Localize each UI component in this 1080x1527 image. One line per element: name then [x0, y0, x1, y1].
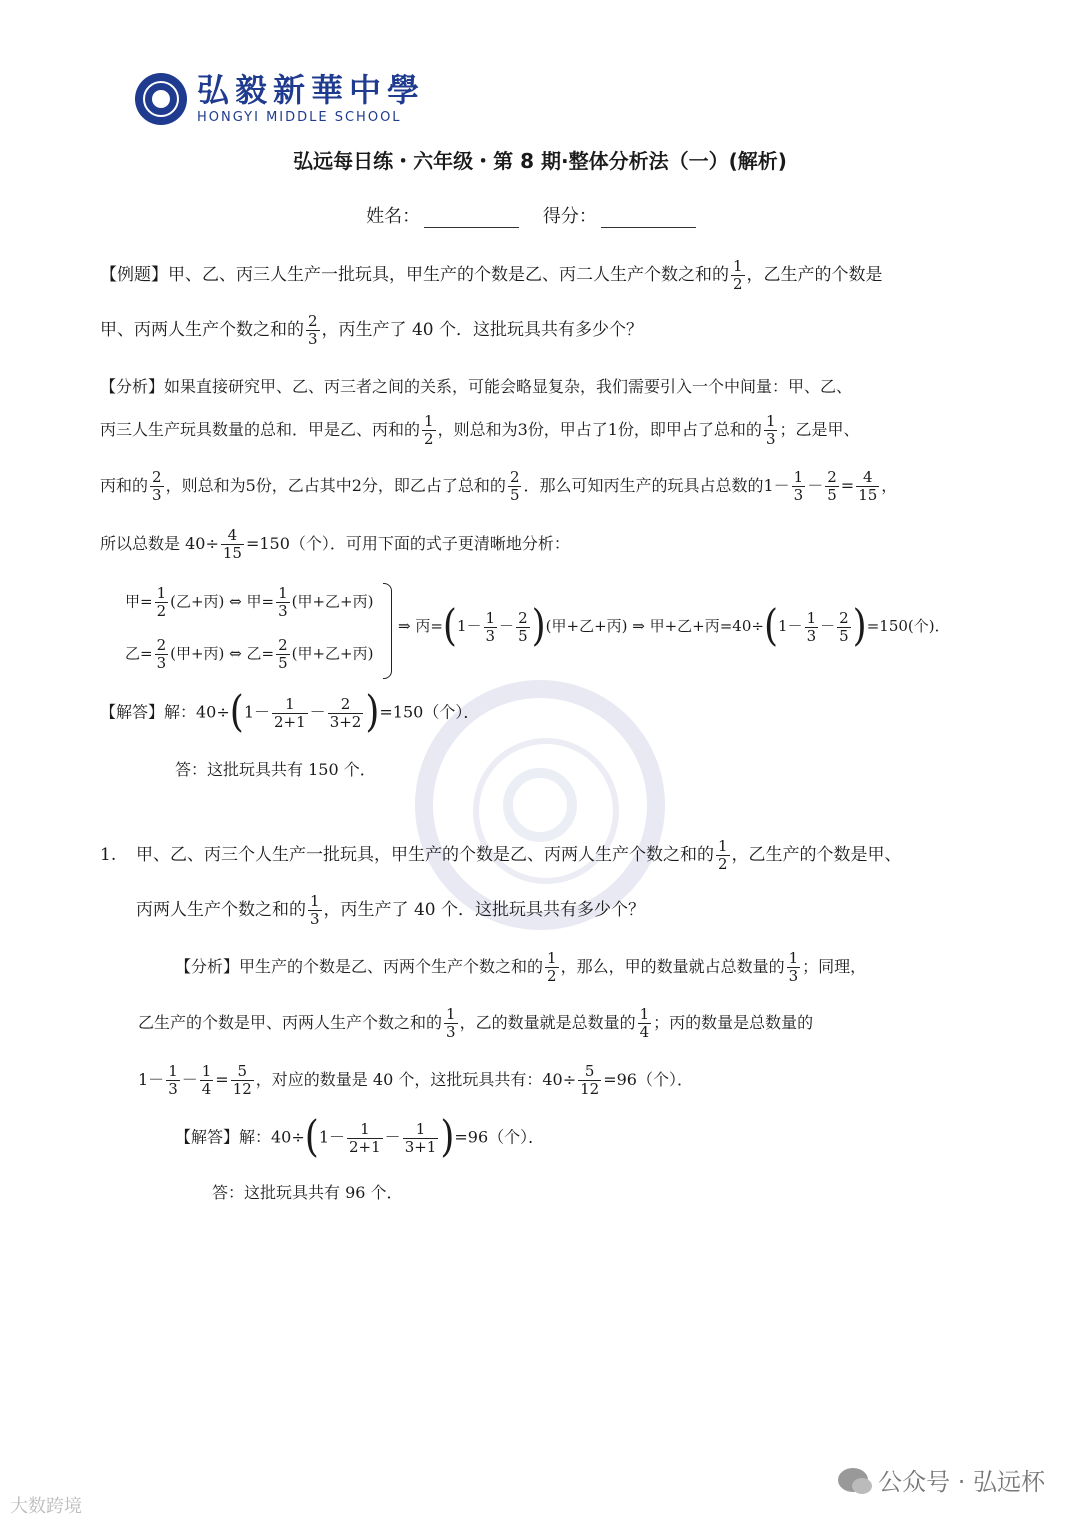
problem1-question-line2: 丙两人生产个数之和的 $\frac{1}{3}$ ，丙生产了 40 个．这批玩具共有多少个？ [136, 892, 645, 928]
wechat-account-label: 公众号 · 弘远杯 [878, 1468, 1045, 1496]
example-answer: 答：这批玩具共有 150 个． [175, 760, 376, 779]
page-title: 弘远每日练・六年级・第 8 期·整体分析法（一）(解析) [293, 149, 787, 173]
problem1-answer: 答：这批玩具共有 96 个． [212, 1183, 403, 1202]
right-brace [383, 583, 392, 679]
problem1-analysis-line3: 1－ $\frac{1}{3}$ － $\frac{1}{4}$ = $\frac{5}{12}$ ，对应的数量是 40 个，这批玩具共有：40÷ $\frac{5}{12}$ =96（个）． [138, 1062, 693, 1098]
score-label: 得分： [542, 206, 597, 227]
fraction: $\frac{1}{2}$ [733, 257, 743, 293]
school-name-cn: 弘毅新華中學 [197, 71, 426, 109]
name-label: 姓名： [366, 206, 421, 227]
wechat-icon [838, 1468, 868, 1492]
score-blank[interactable] [601, 209, 696, 228]
example-analysis-line4: 所以总数是 40÷ $\frac{4}{15}$ =150（个）．可用下面的式子更清晰地分析： [100, 526, 570, 562]
problem1-question-line1: 1. 甲、乙、丙三个人生产一批玩具，甲生产的个数是乙、丙两人生产个数之和的 $\frac{1}{2}$ ，乙生产的个数是甲、 [100, 837, 902, 873]
example-question-line2: 甲、丙两人生产个数之和的 $\frac{2}{3}$ ，丙生产了 40 个．这批玩具共有多少个？ [100, 312, 643, 348]
problem1-analysis-line2: 乙生产的个数是甲、丙两人生产个数之和的 $\frac{1}{3}$ ，乙的数量就是总数量的 $\frac{1}{4}$ ；丙的数量是总数量的 [138, 1005, 814, 1041]
school-seal-icon [135, 73, 187, 125]
formula-row1: 甲= $\frac{1}{2}$ (乙+丙) ⇔ 甲= $\frac{1}{3}$ (甲+乙+丙) [125, 584, 374, 620]
problem1-solution: 【解答】解：40÷(1－ $\frac{1}{2+1}$ － $\frac{1}{3+1}$ )=96（个）． [175, 1112, 545, 1162]
problem1-analysis-line1: 【分析】甲生产的个数是乙、丙两个生产个数之和的 $\frac{1}{2}$ ，那么，甲的数量就占总数量的 $\frac{1}{3}$ ；同理， [175, 949, 867, 985]
formula-conclusion: ⇒ 丙=(1－ $\frac{1}{3}$ － $\frac{2}{5}$ )(甲+乙+丙) ⇒ 甲+乙+丙=40÷(1－ $\frac{1}{3}$ － $\frac{2}{5}$ )=150(个)． [398, 601, 950, 651]
school-logo [135, 72, 425, 125]
example-solution: 【解答】解：40÷(1－ $\frac{1}{2+1}$ － $\frac{2}{3+2}$ )=150（个）． [100, 687, 480, 737]
footer-left-watermark: 大数跨境 [10, 1496, 82, 1517]
formula-row2: 乙= $\frac{2}{3}$ (甲+丙) ⇔ 乙= $\frac{2}{5}$ (甲+乙+丙) [125, 636, 374, 672]
school-name-en: HONGYI MIDDLE SCHOOL [197, 110, 402, 125]
name-blank[interactable] [424, 209, 519, 228]
footer-wechat-account [838, 1462, 1045, 1497]
example-analysis-line1: 【分析】如果直接研究甲、乙、丙三者之间的关系，可能会略显复杂，我们需要引入一个中间量：甲、乙、 [100, 377, 853, 396]
fraction: $\frac{2}{3}$ [308, 312, 318, 348]
example-analysis-line2: 丙三人生产玩具数量的总和．甲是乙、丙和的 $\frac{1}{2}$ ，则总和为3份，甲占了1份，即甲占了总和的 $\frac{1}{3}$ ；乙是甲、 [100, 412, 860, 448]
name-score-fields [0, 202, 1080, 228]
example-question-line1: 【例题】甲、乙、丙三人生产一批玩具，甲生产的个数是乙、丙二人生产个数之和的 $\frac{1}{2}$ ，乙生产的个数是 [100, 257, 883, 293]
example-analysis-line3: 丙和的 $\frac{2}{3}$ ，则总和为5份，乙占其中2分，即乙占了总和的 $\frac{2}{5}$ ．那么可知丙生产的玩具占总数的1－ $\frac{1}{3}$ － $\frac{2}{5}$ = $\frac{4}{15}$ ， [100, 468, 898, 504]
problem-number: 1. [100, 845, 117, 865]
